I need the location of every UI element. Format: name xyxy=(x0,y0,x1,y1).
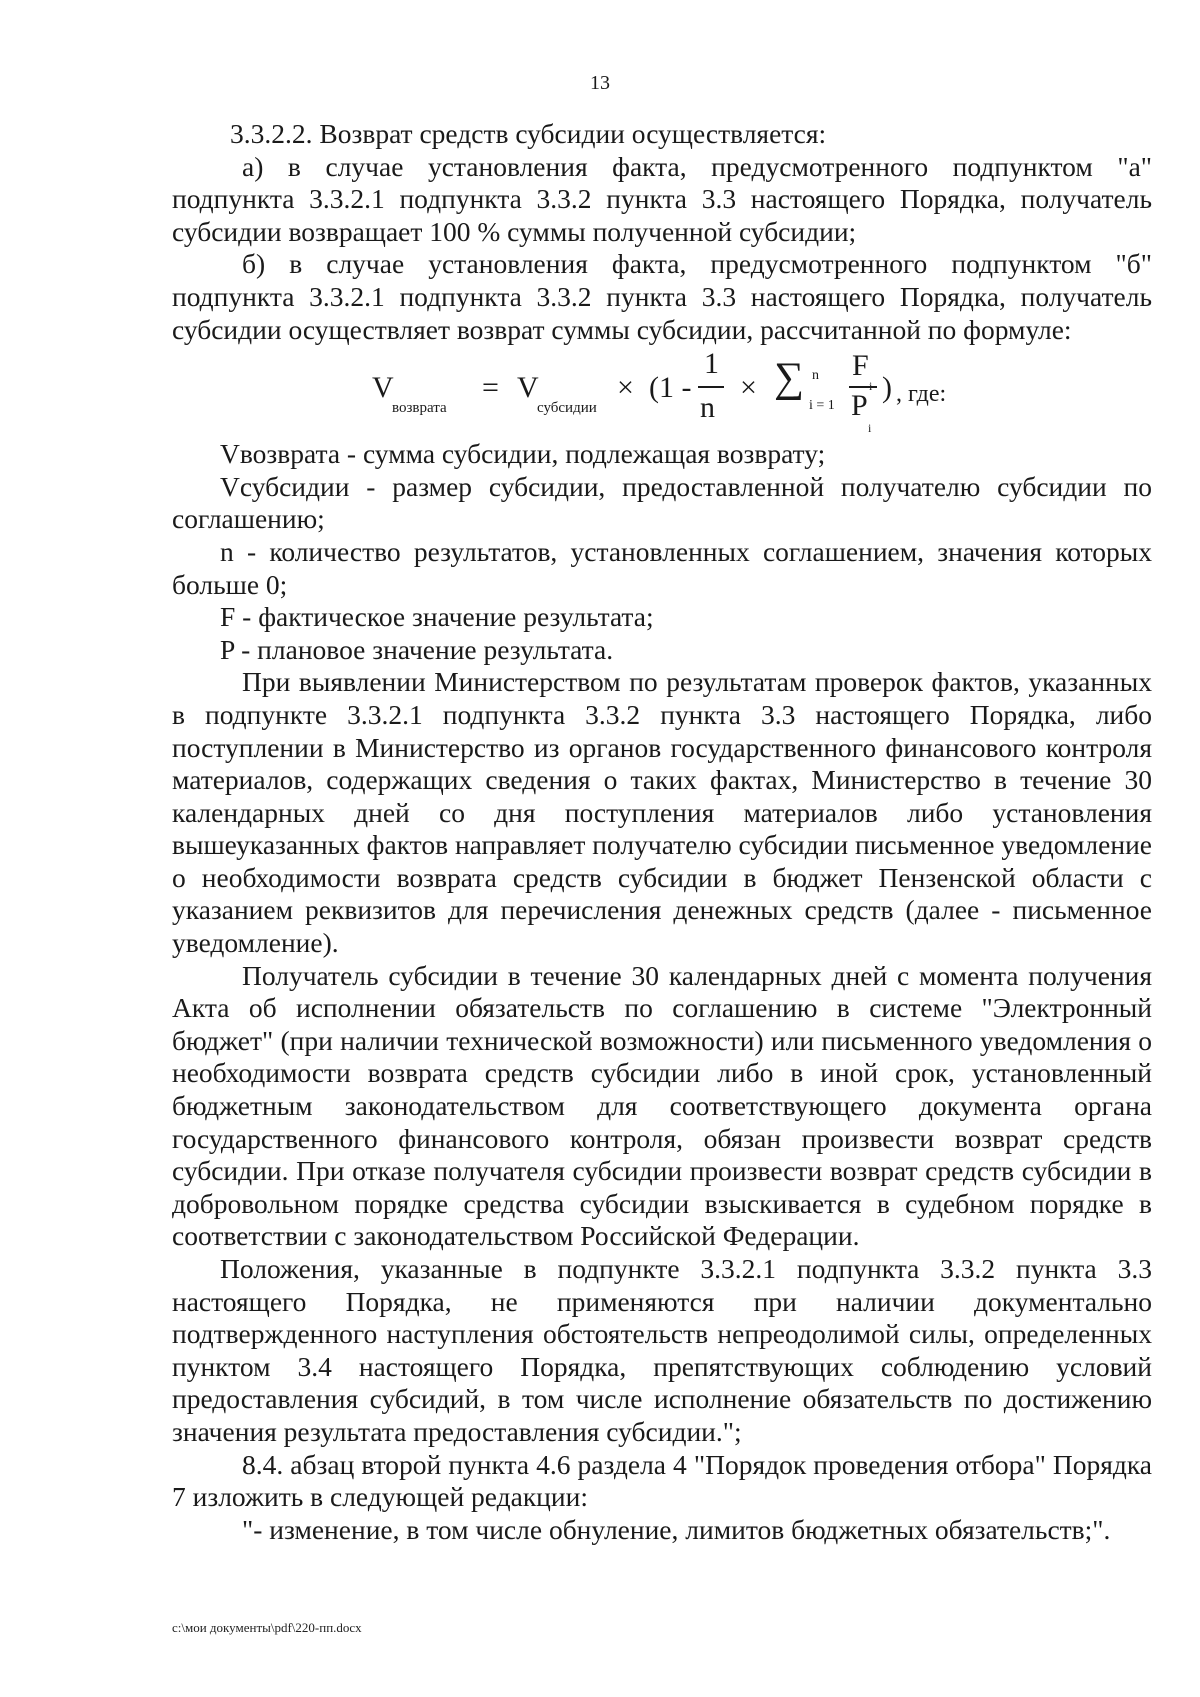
formula-fraction-one: 1 xyxy=(704,347,719,381)
definition-n: n - количество результатов, установленных соглашением, значения которых больше 0; xyxy=(172,535,1152,600)
formula-times-2: × xyxy=(740,371,757,405)
formula-fraction-bar-1 xyxy=(698,386,724,388)
definition-v-return: Vвозврата - сумма субсидии, подлежащая возврату; xyxy=(220,438,826,470)
refund-formula xyxy=(172,346,1152,438)
formula-sum-top: n xyxy=(812,368,819,384)
paragraph-8-4: 8.4. абзац второй пункта 4.6 раздела 4 "Порядок проведения отбора" Порядка 7 изложить в следующей редакции: xyxy=(172,1448,1152,1513)
definition-v-subsidy: Vсубсидии - размер субсидии, предоставленной получателю субсидии по соглашению; xyxy=(172,470,1152,535)
definition-p: P - плановое значение результата. xyxy=(220,633,614,665)
formula-where: , где: xyxy=(896,381,947,408)
formula-v-subsidy: V xyxy=(517,371,539,405)
formula-f: F xyxy=(852,349,869,383)
formula-fraction-bar-2 xyxy=(849,386,877,388)
paragraph-case-a: а) в случае установления факта, предусмотренного подпунктом "а" подпункта 3.3.2.1 подпункта 3.3.2 пункта 3.3 настоящего Порядка, получатель субсидии возвращает 100 % суммы полученной субсидии; xyxy=(172,150,1152,247)
page-number: 13 xyxy=(590,72,610,94)
paragraph-ministry-detection: При выявлении Министерством по результатам проверок фактов, указанных в подпункте 3.3.2.1 подпункта 3.3.2 пункта 3.3 настоящего Порядка, либо поступлении в Министерство из органов государственного финансового контроля материалов, содержащих сведения о таких фактах, Министерство в течение 30 календарных дней со дня поступления материалов либо установления вышеуказанных фактов направляет получателю субсидии письменное уведомление о необходимости возврата средств субсидии в бюджет Пензенской области с указанием реквизитов для перечисления денежных средств (далее - письменное уведомление). xyxy=(172,666,1152,959)
formula-open: (1 - xyxy=(649,371,692,405)
formula-fraction-n: n xyxy=(700,391,715,425)
file-path-footer: c:\мои документы\pdf\220-пп.docx xyxy=(172,1620,362,1635)
definition-f: F - фактическое значение результата; xyxy=(220,601,654,633)
formula-p: P xyxy=(851,389,868,423)
formula-sub-subsidy: субсидии xyxy=(537,400,597,417)
paragraph-quoted-item: "- изменение, в том числе обнуление, лимитов бюджетных обязательств;". xyxy=(242,1513,1111,1545)
formula-p-index: i xyxy=(868,421,872,436)
formula-equals: = xyxy=(482,371,499,405)
formula-sum-bottom: i = 1 xyxy=(809,398,835,414)
formula-sub-return: возврата xyxy=(392,400,447,417)
document-body xyxy=(172,118,1152,1546)
paragraph-case-b: б) в случае установления факта, предусмотренного подпунктом "б" подпункта 3.3.2.1 подпункта 3.3.2 пункта 3.3 настоящего Порядка, получатель субсидии осуществляет возврат суммы субсидии, рассчитанной по формуле: xyxy=(172,248,1152,345)
formula-v-return: V xyxy=(372,371,394,405)
formula-times-1: × xyxy=(617,371,634,405)
paragraph-recipient-refund: Получатель субсидии в течение 30 календарных дней с момента получения Акта об исполнении обязательств по соглашению в системе "Электронный бюджет" (при наличии технической возможности) или письменного уведомления о необходимости возврата средств субсидии либо в иной срок, установленный бюджетным законодательством для соответствующего документа органа государственного финансового контроля, обязан произвести возврат средств субсидии. При отказе получателя субсидии произвести возврат средств субсидии в добровольном порядке средства субсидии взыскивается в судебном порядке в соответствии с законодательством Российской Федерации. xyxy=(172,959,1152,1252)
formula-close: ) xyxy=(882,371,892,405)
formula-sum: ∑ xyxy=(774,355,804,402)
paragraph-3-3-2-2: 3.3.2.2. Возврат средств субсидии осуществляется: xyxy=(230,118,827,149)
paragraph-force-majeure: Положения, указанные в подпункте 3.3.2.1 подпункта 3.3.2 пункта 3.3 настоящего Порядка, не применяются при наличии документально подтвержденного наступления обстоятельств непреодолимой силы, определенных пунктом 3.4 настоящего Порядка, препятствующих соблюдению условий предоставления субсидий, в том числе исполнение обязательств по достижению значения результата предоставления субсидии."; xyxy=(172,1253,1152,1447)
